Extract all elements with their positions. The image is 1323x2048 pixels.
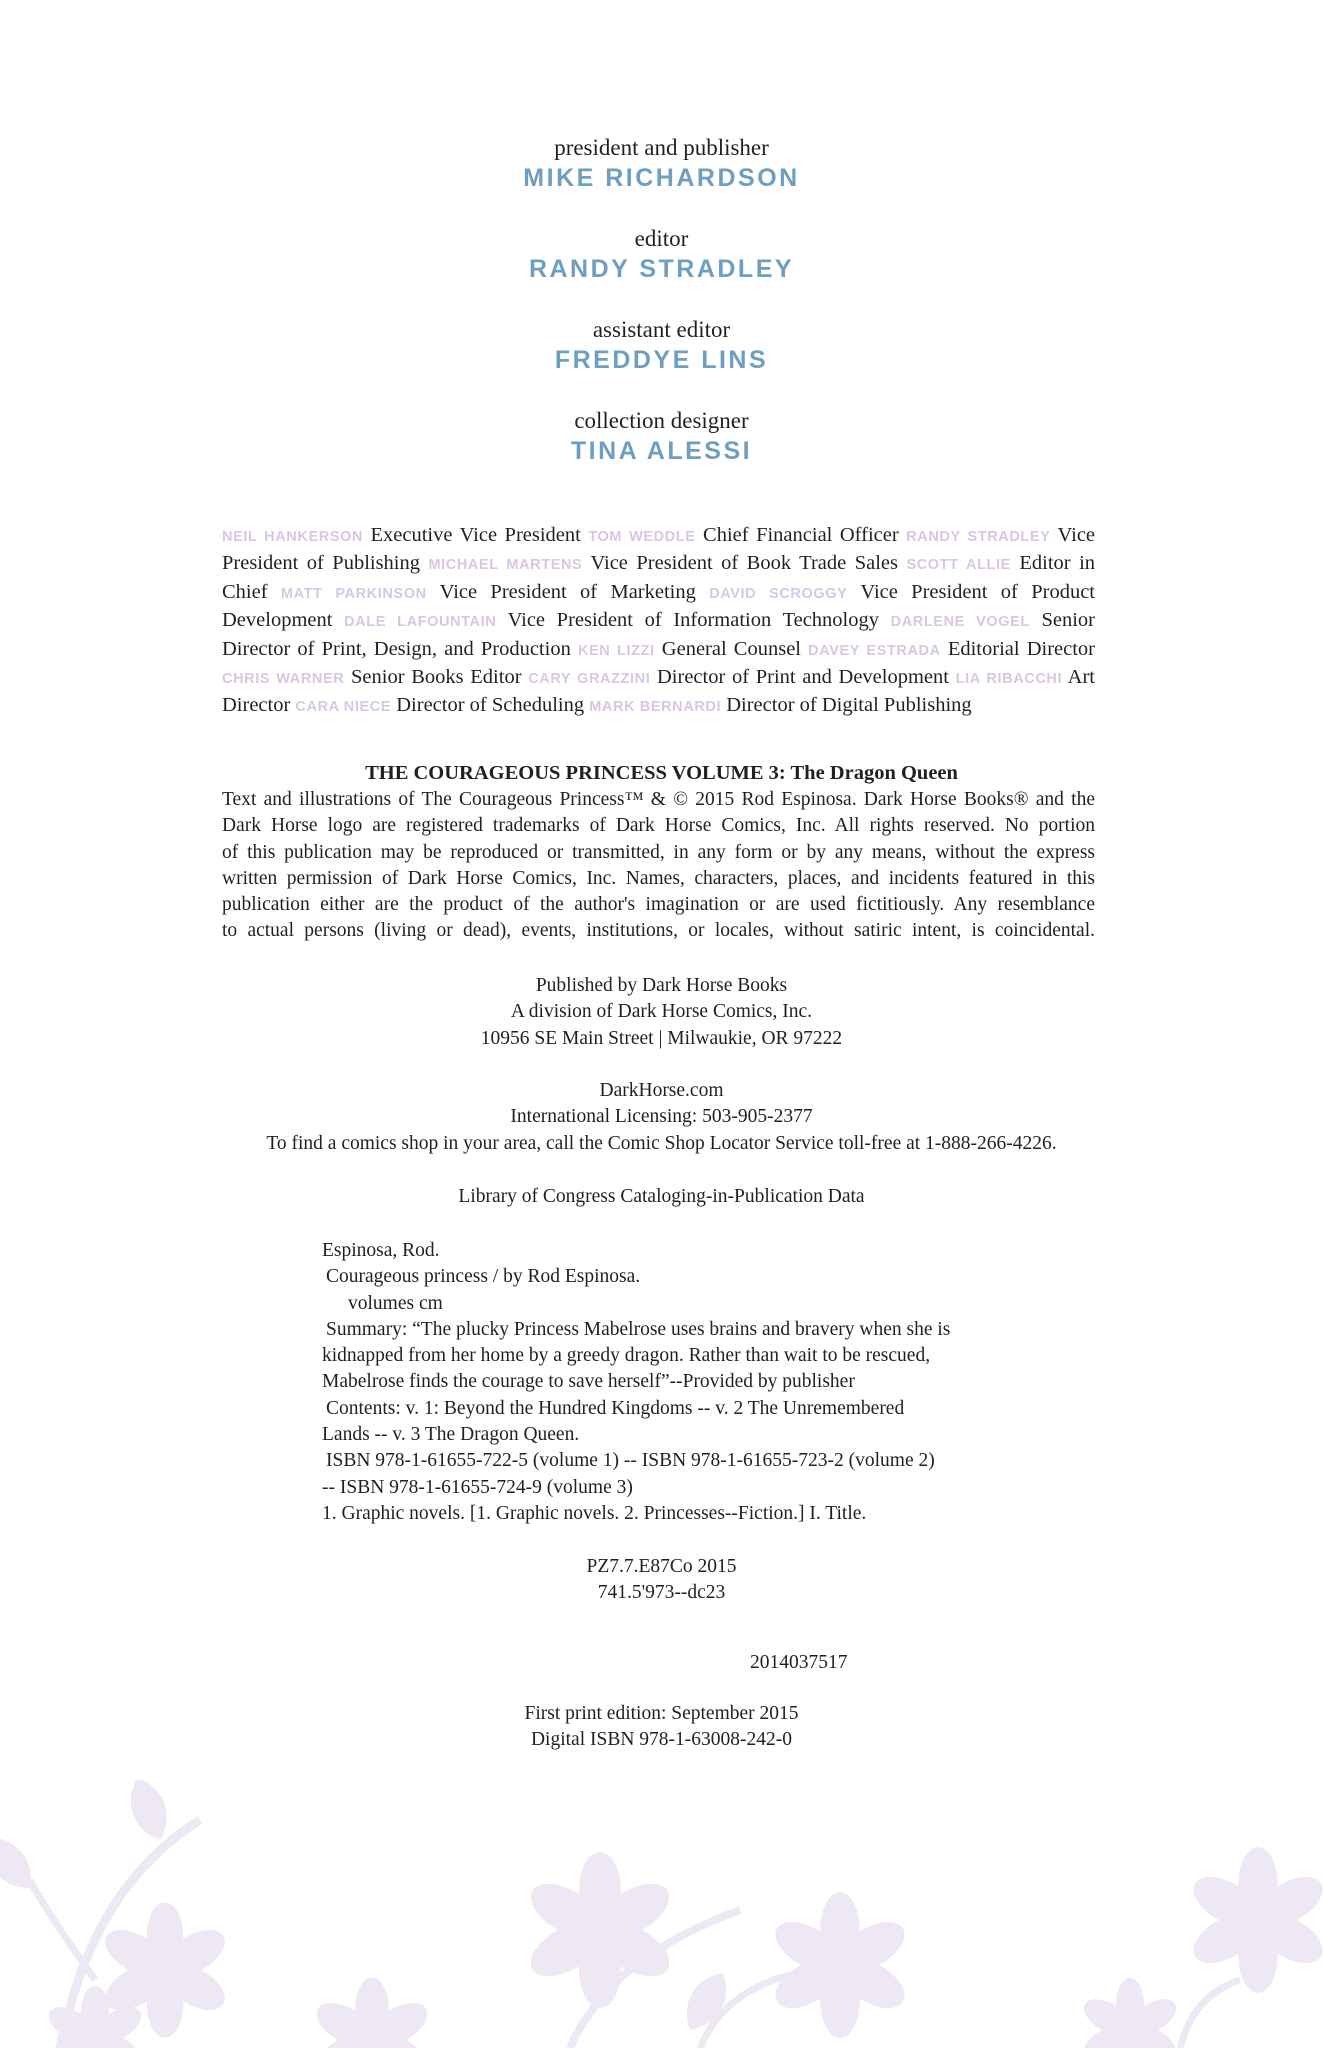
credit-name: TINA ALESSI [570, 437, 753, 465]
catalog-line: ISBN 978-1-61655-722-5 (volume 1) -- ISBN 978-1-61655-723-2 (volume 2) [326, 1450, 935, 1472]
credit-name: RANDY STRADLEY [528, 255, 795, 283]
staff-title: Director of Digital Publishing [726, 694, 972, 717]
staff-title: Editor in Chief [222, 552, 1096, 603]
publisher-line: A division of Dark Horse Comics, Inc. [510, 1001, 813, 1023]
classification-line: PZ7.7.E87Co 2015 [586, 1556, 737, 1577]
classification-line: 741.5'973--dc23 [597, 1582, 726, 1604]
catalog-record [322, 1238, 1042, 1527]
legal-notice [222, 787, 1095, 945]
staff-name: RANDY STRADLEY [906, 529, 1051, 545]
classification-block [0, 1554, 1323, 1607]
shop-locator-line: To find a comics shop in your area, call the Comic Shop Locator Service toll-free at 1-888-266-4226. [266, 1132, 1057, 1154]
staff-name: SCOTT ALLIE [906, 557, 1011, 574]
staff-title: Director of Scheduling [396, 694, 585, 717]
credit-role: collection designer [574, 408, 749, 433]
staff-name: MARK BERNARDI [589, 699, 722, 716]
catalog-line: Courageous princess / by Rod Espinosa. [326, 1266, 641, 1288]
website-link[interactable]: DarkHorse.com [599, 1080, 724, 1101]
staff-name: KEN LIZZI [577, 642, 655, 659]
catalog-line: kidnapped from her home by a greedy dragon. Rather than wait to be rescued, [322, 1345, 931, 1367]
catalog-line: 1. Graphic novels. [1. Graphic novels. 2. Princesses--Fiction.] I. Title. [322, 1502, 867, 1524]
staff-name: CARA NIECE [295, 699, 392, 716]
legal-line: written permission of Dark Horse Comics, Inc. Names, characters, places, and incidents featured in this [222, 867, 1095, 889]
credit-editor [0, 225, 1323, 285]
staff-title: Vice President of Information Technology [507, 609, 879, 632]
legal-line: Dark Horse logo are registered trademarks of Dark Horse Comics, Inc. All rights reserved. No portion [222, 815, 1095, 837]
staff-name: NEIL HANKERSON [222, 529, 364, 545]
staff-name: DAVEY ESTRADA [808, 642, 941, 659]
staff-title: Vice President of Book Trade Sales [590, 552, 898, 575]
legal-line: to actual persons (living or dead), events, institutions, or locales, without satiric intent, is coincidental. [222, 920, 1095, 942]
flower-decoration [0, 1780, 1323, 2048]
staff-name: LIA RIBACCHI [955, 671, 1063, 688]
staff-title: Senior Director of Print, Design, and Production [222, 609, 1095, 660]
staff-name: CARY GRAZZINI [528, 671, 651, 688]
catalog-line: Mabelrose finds the courage to save herself”--Provided by publisher [322, 1371, 855, 1393]
cip-heading: Library of Congress Cataloging-in-Publication Data [458, 1186, 865, 1207]
staff-list [222, 522, 1095, 721]
licensing-line: International Licensing: 503-905-2377 [510, 1106, 813, 1128]
staff-title: Executive Vice President [370, 524, 581, 546]
staff-name: DALE LAFOUNTAIN [344, 614, 497, 631]
credit-name: FREDDYE LINS [554, 346, 769, 374]
staff-name: TOM WEDDLE [588, 529, 696, 545]
credit-collection-designer [0, 407, 1323, 467]
staff-title: Vice President of Publishing [222, 524, 1096, 575]
edition-line: First print edition: September 2015 [524, 1703, 799, 1724]
catalog-line: Contents: v. 1: Beyond the Hundred Kingdoms -- v. 2 The Unremembered [326, 1397, 905, 1419]
contact-block [0, 1078, 1323, 1157]
catalog-line: -- ISBN 978-1-61655-724-9 (volume 3) [322, 1476, 633, 1498]
staff-name: DARLENE VOGEL [890, 614, 1030, 631]
staff-name: MATT PARKINSON [280, 585, 427, 602]
staff-name: DAVID SCROGGY [709, 585, 848, 602]
credit-role: assistant editor [592, 317, 731, 342]
staff-name: MICHAEL MARTENS [428, 557, 583, 574]
staff-title: Art Director [222, 666, 1095, 717]
credit-role: editor [634, 226, 689, 251]
catalog-line: Summary: “The plucky Princess Mabelrose uses brains and bravery when she is [326, 1318, 951, 1340]
staff-title: Chief Financial Officer [703, 524, 899, 546]
credit-name: MIKE RICHARDSON [523, 164, 800, 192]
book-title: THE COURAGEOUS PRINCESS VOLUME 3: The Dragon Queen [365, 762, 958, 784]
staff-title: General Counsel [661, 637, 802, 660]
catalog-line: Lands -- v. 3 The Dragon Queen. [322, 1424, 580, 1446]
credit-assistant-editor [0, 316, 1323, 376]
staff-name: CHRIS WARNER [222, 671, 345, 688]
legal-line: publication either are the product of the author's imagination or are used fictitiously. Any resemblance [222, 894, 1095, 916]
edition-line: Digital ISBN 978-1-63008-242-0 [530, 1729, 793, 1751]
legal-line: of this publication may be reproduced or transmitted, in any form or by any means, without the express [222, 841, 1095, 863]
edition-block [0, 1701, 1323, 1754]
legal-line: Text and illustrations of The Courageous Princess™ & © 2015 Rod Espinosa. Dark Horse Books® and the [222, 789, 1095, 810]
staff-title: Vice President of Marketing [439, 580, 696, 603]
staff-title: Director of Print and Development [657, 666, 949, 689]
publisher-line: 10956 SE Main Street | Milwaukie, OR 97222 [480, 1027, 843, 1049]
publisher-line: Published by Dark Horse Books [535, 975, 788, 996]
staff-title: Editorial Director [947, 637, 1096, 660]
publisher-block [0, 973, 1323, 1052]
catalog-line: volumes cm [348, 1292, 443, 1314]
credit-publisher [0, 134, 1323, 194]
staff-title: Vice President of Product Development [222, 580, 1095, 632]
catalog-line: Espinosa, Rod. [322, 1240, 440, 1261]
credit-role: president and publisher [554, 135, 769, 160]
lccn: 2014037517 [750, 1652, 848, 1673]
staff-title: Senior Books Editor [351, 666, 522, 689]
